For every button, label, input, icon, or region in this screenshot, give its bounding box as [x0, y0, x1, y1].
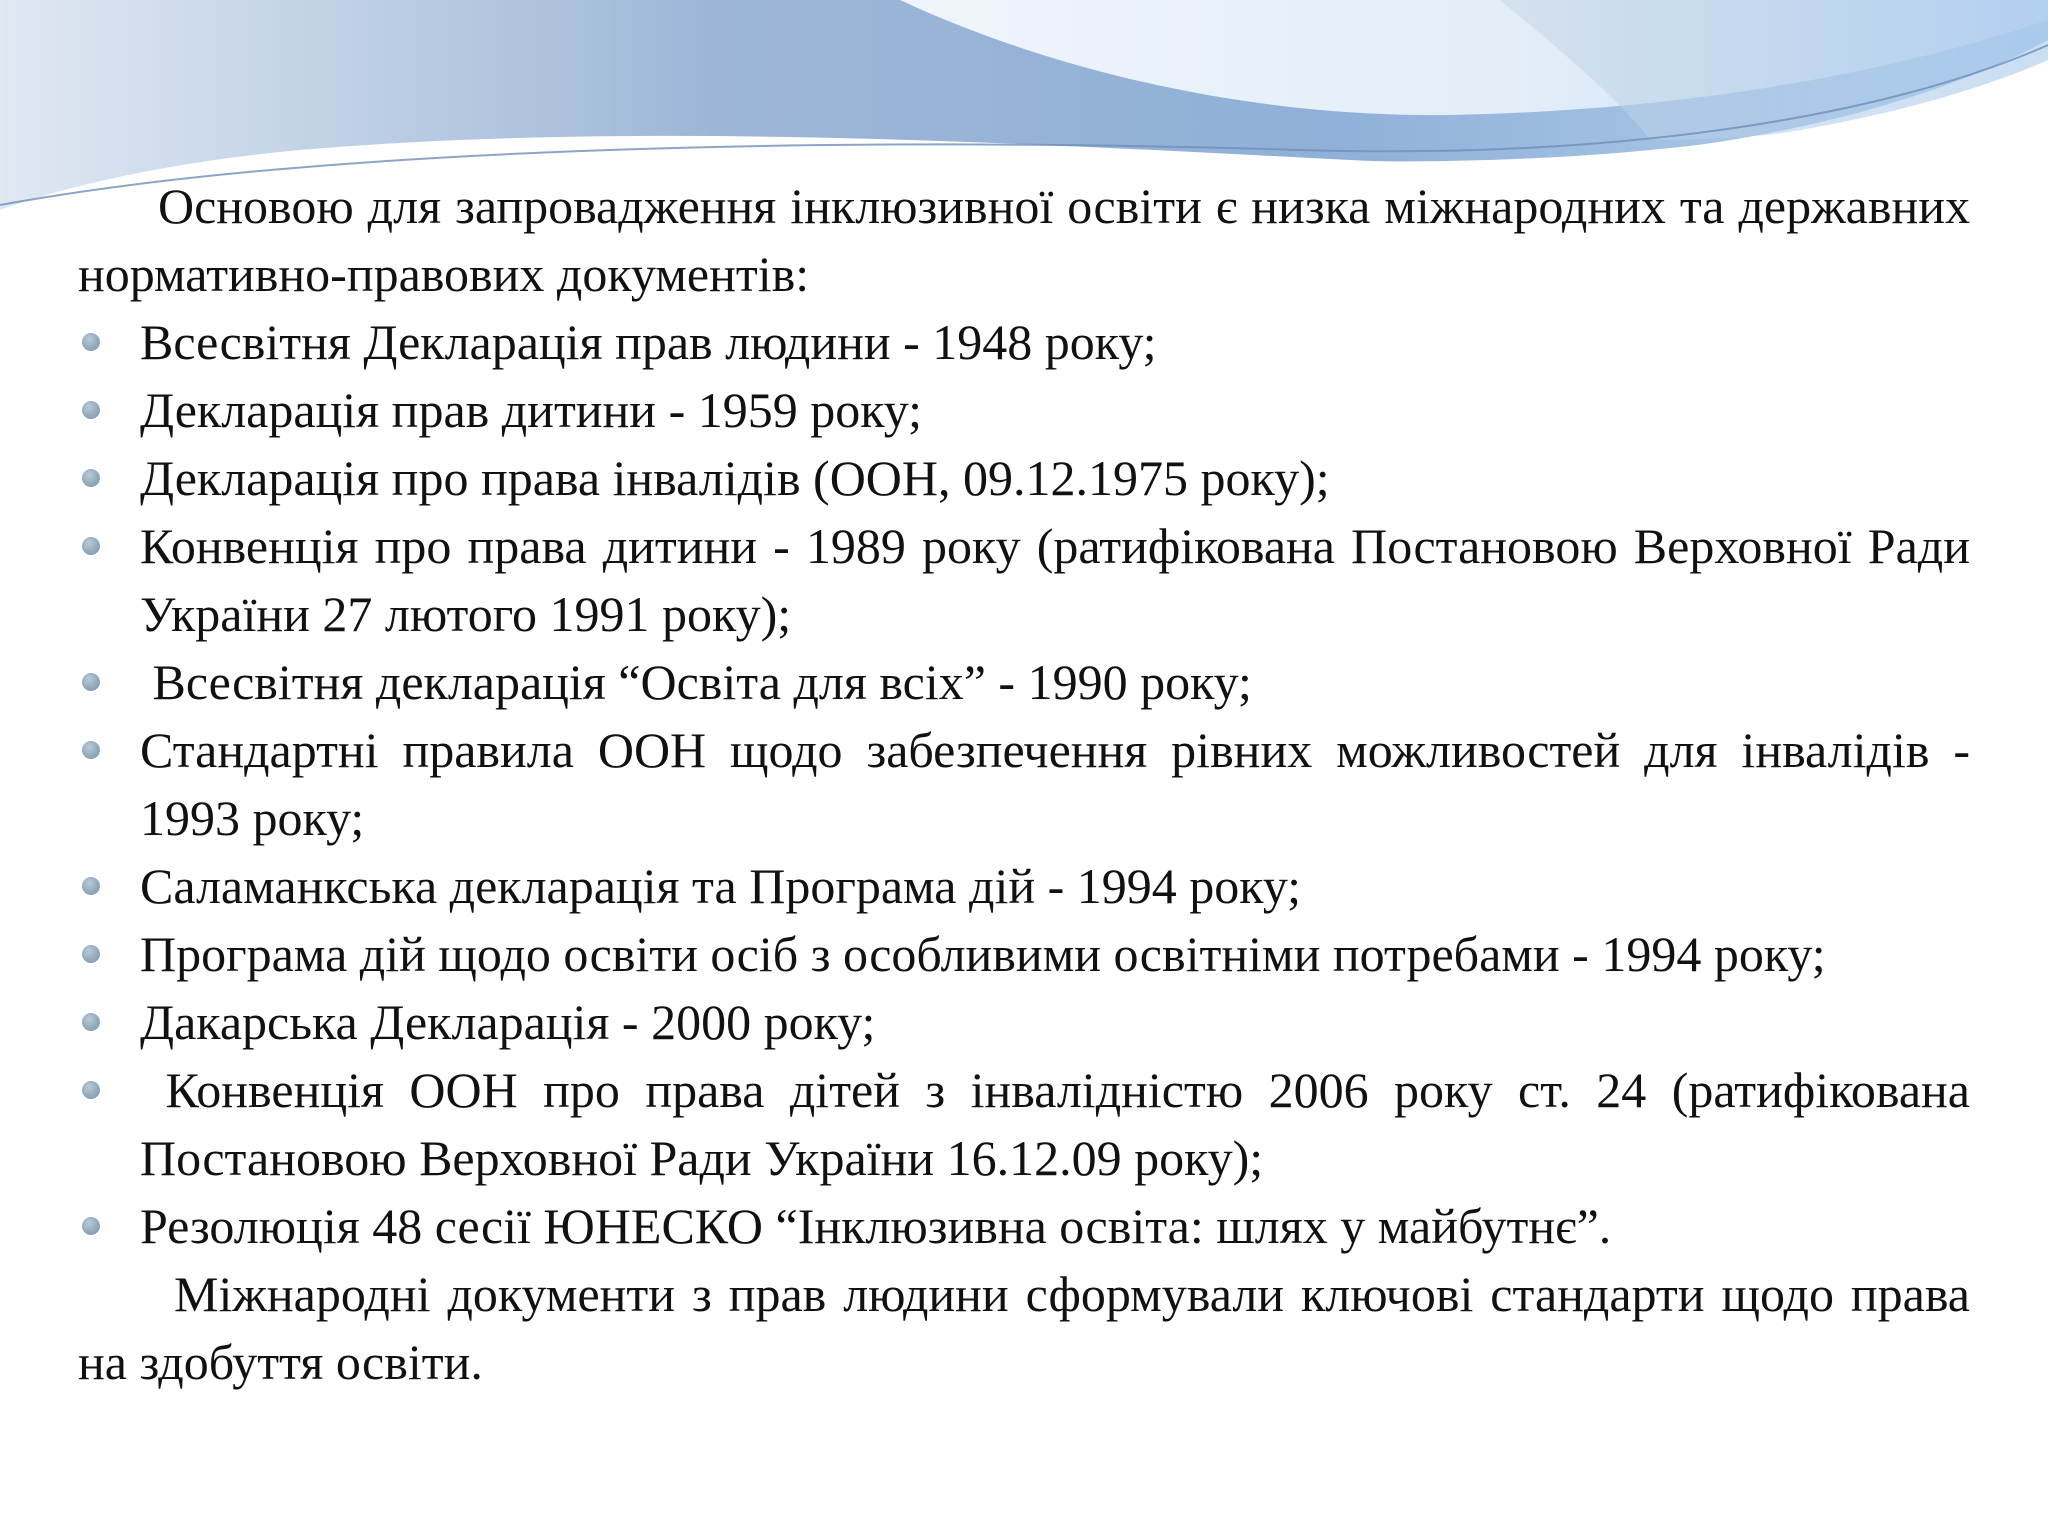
list-item-text: Конвенція ООН про права дітей з інвалідністю 2006 року ст. 24 (ратифікована Постановою Верховної Ради України 16.12.09 року); — [140, 1062, 1983, 1186]
bullet-icon — [82, 741, 100, 759]
list-item — [78, 444, 1970, 512]
conclusion-paragraph: Міжнародні документи з прав людини сформували ключові стандарти щодо права на здобуття освіти. — [78, 1266, 1970, 1390]
list-item-text: Саламанкська декларація та Програма дій - 1994 року; — [140, 858, 1302, 914]
list-item — [78, 988, 1970, 1056]
bullet-icon — [82, 469, 100, 487]
list-item-text: Дакарська Декларація - 2000 року; — [140, 994, 876, 1050]
list-item-text: Резолюція 48 сесії ЮНЕСКО “Інклюзивна освіта: шлях у майбутнє”. — [140, 1198, 1612, 1254]
list-item — [78, 1056, 1983, 1192]
bullet-icon — [82, 537, 100, 555]
list-item-text: Декларація прав дитини - 1959 року; — [140, 382, 923, 438]
bullet-icon — [82, 1013, 100, 1031]
bullet-icon — [82, 401, 100, 419]
intro-paragraph: Основою для запровадження інклюзивної освіти є низка міжнародних та державних нормативно-правових документів: — [78, 178, 1970, 302]
list-item-text: Всесвітня декларація “Освіта для всіх” - 1990 року; — [140, 654, 1252, 710]
list-item — [78, 376, 1970, 444]
slide-body — [78, 172, 1983, 1396]
documents-list — [78, 308, 1983, 1260]
list-item — [78, 920, 1970, 988]
bullet-icon — [82, 1217, 100, 1235]
bullet-icon — [82, 1081, 100, 1099]
list-item-text: Програма дій щодо освіти осіб з особливими освітніми потребами - 1994 року; — [140, 926, 1826, 982]
bullet-icon — [82, 673, 100, 691]
list-item — [78, 1192, 1970, 1260]
list-item-text: Всесвітня Декларація прав людини - 1948 року; — [140, 314, 1157, 370]
list-item-text: Конвенція про права дитини - 1989 року (ратифікована Постановою Верховної Ради України 27 лютого 1991 року); — [140, 518, 1970, 642]
list-item — [78, 648, 1970, 716]
list-item — [78, 512, 1970, 648]
list-item-text: Декларація про права інвалідів (ООН, 09.12.1975 року); — [140, 450, 1330, 506]
list-item — [78, 716, 1970, 852]
bullet-icon — [82, 945, 100, 963]
list-item — [78, 308, 1970, 376]
list-item — [78, 852, 1970, 920]
bullet-icon — [82, 877, 100, 895]
list-item-text: Стандартні правила ООН щодо забезпечення рівних можливостей для інвалідів - 1993 року; — [140, 722, 1970, 846]
bullet-icon — [82, 333, 100, 351]
